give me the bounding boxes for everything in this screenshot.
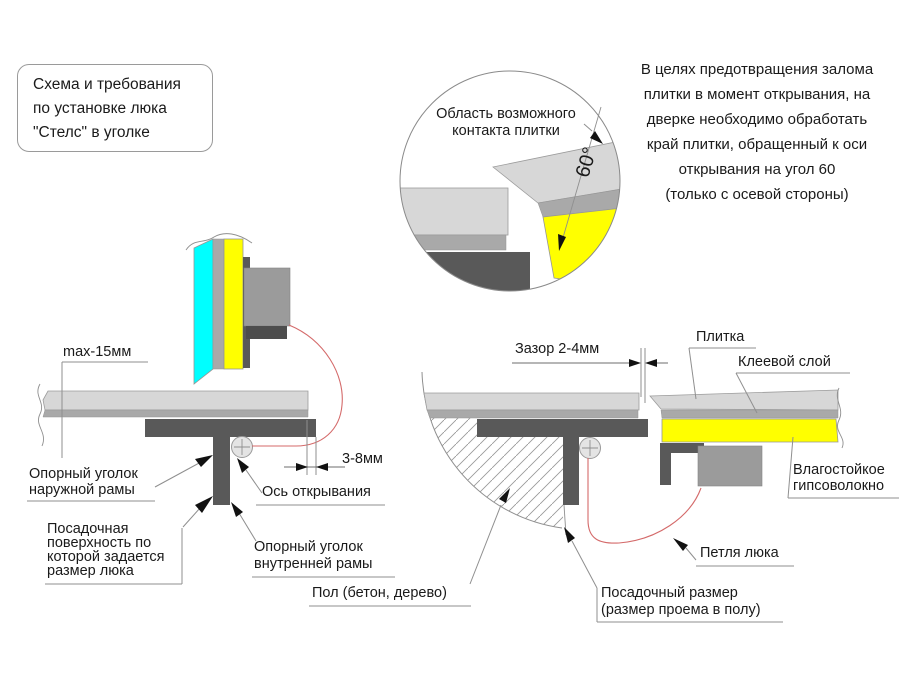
detail-fixed-tile: [397, 188, 508, 235]
note-line: В целях предотвращения залома: [640, 61, 874, 78]
hatch-door-gypsum: [662, 419, 838, 442]
edge-gap-arrow-right: [316, 463, 328, 471]
note-line: дверке необходимо обработать: [646, 111, 868, 128]
floor-label: Пол (бетон, дерево): [312, 585, 447, 601]
door-hinge-bracket: [244, 268, 290, 326]
detail-door-gypsum: [543, 206, 640, 290]
title-text: [33, 73, 181, 145]
label-line: поверхность по: [47, 535, 152, 551]
label-line: которой задается: [47, 549, 165, 565]
door-tile-face-cyan: [194, 239, 213, 384]
tile-label: Плитка: [696, 329, 745, 345]
frame-angle-vertical-leg: [213, 437, 230, 505]
hinge-swing-path: [588, 458, 701, 543]
label-line: Посадочный размер: [601, 585, 738, 601]
outer-frame-angle-horizontal: [145, 419, 316, 437]
label-line: внутренней рамы: [254, 556, 373, 572]
label-line: Опорный уголок: [29, 466, 138, 482]
outer-frame-angle-label: [29, 466, 138, 498]
hinge-label: Петля люка: [700, 545, 779, 561]
outer-angle-arrow: [195, 455, 213, 467]
floor-label-leader: [470, 505, 501, 584]
label-line: размер люка: [47, 563, 134, 579]
note-line: плитки в момент открывания, на: [643, 86, 871, 103]
axis-arrow: [237, 458, 249, 473]
gypsum-label: [793, 462, 885, 494]
door-gypsum-layer: [224, 239, 243, 369]
label-line: Область возможного: [436, 106, 576, 122]
detail-circle-view: [397, 71, 640, 296]
label-line: гипсоволокно: [793, 478, 885, 494]
note-paragraph: [616, 57, 898, 207]
title-line: Схема и требования: [33, 76, 181, 93]
edge-gap-arrow-left: [296, 463, 308, 471]
detail-fixed-adhesive: [397, 235, 506, 250]
seat-size-leader: [572, 541, 597, 588]
fixed-frame-angle-leg: [563, 437, 579, 505]
fixed-adhesive-layer: [427, 410, 638, 418]
outer-angle-leader: [155, 462, 201, 487]
floor-adhesive-layer: [43, 410, 308, 417]
note-line: открывания на угол 60: [678, 161, 836, 178]
inner-angle-arrow: [231, 502, 243, 517]
note-line: (только с осевой стороны): [665, 186, 849, 203]
inner-angle-leader: [239, 513, 256, 541]
label-line: Опорный уголок: [254, 539, 363, 555]
door-adhesive-layer: [213, 239, 224, 369]
bevel-angle-value: 60°: [571, 144, 602, 181]
tile-gap-arrow-left: [629, 359, 641, 367]
tile-overhang-label: max-15мм: [63, 344, 132, 360]
door-bracket-shadow: [246, 326, 287, 339]
tile-gap-label: Зазор 2-4мм: [515, 341, 600, 357]
label-line: наружной рамы: [29, 482, 135, 498]
door-hinge-block: [698, 446, 762, 486]
seating-surface-leader: [183, 508, 200, 527]
title-line: по установке люка: [33, 100, 167, 117]
tile-label-leader: [689, 348, 696, 399]
adhesive-label: Клеевой слой: [738, 354, 831, 370]
tile-gap-extension-lines: [641, 348, 645, 403]
contact-area-label: [420, 106, 592, 140]
fixed-tile-layer: [424, 393, 639, 410]
seat-size-label: [601, 585, 761, 619]
hinge-label-arrow: [673, 538, 688, 551]
inner-frame-angle-label: [254, 539, 372, 573]
title-box: [17, 64, 213, 152]
seating-surface-label: [47, 522, 164, 578]
label-line: (размер проема в полу): [601, 602, 761, 618]
title-line: "Стелс" в уголке: [33, 124, 150, 141]
hatch-door-adhesive: [661, 410, 838, 418]
fixed-frame-angle-horizontal: [477, 419, 648, 437]
label-line: контакта плитки: [452, 123, 560, 139]
hatch-door-tile: [650, 390, 838, 410]
label-line: Влагостойкое: [793, 462, 885, 478]
door-angle-leg: [660, 443, 671, 485]
edge-gap-label: 3-8мм: [342, 451, 383, 467]
opening-axis-label: Ось открывания: [262, 484, 371, 500]
hinge-label-leader: [686, 548, 696, 560]
tile-gap-arrow-right: [645, 359, 657, 367]
axis-leader: [246, 470, 262, 493]
note-line: край плитки, обращенный к оси: [646, 136, 868, 153]
label-line: Посадочная: [47, 521, 129, 537]
floor-tile-layer: [43, 391, 308, 410]
floor-break-line: [38, 384, 44, 446]
